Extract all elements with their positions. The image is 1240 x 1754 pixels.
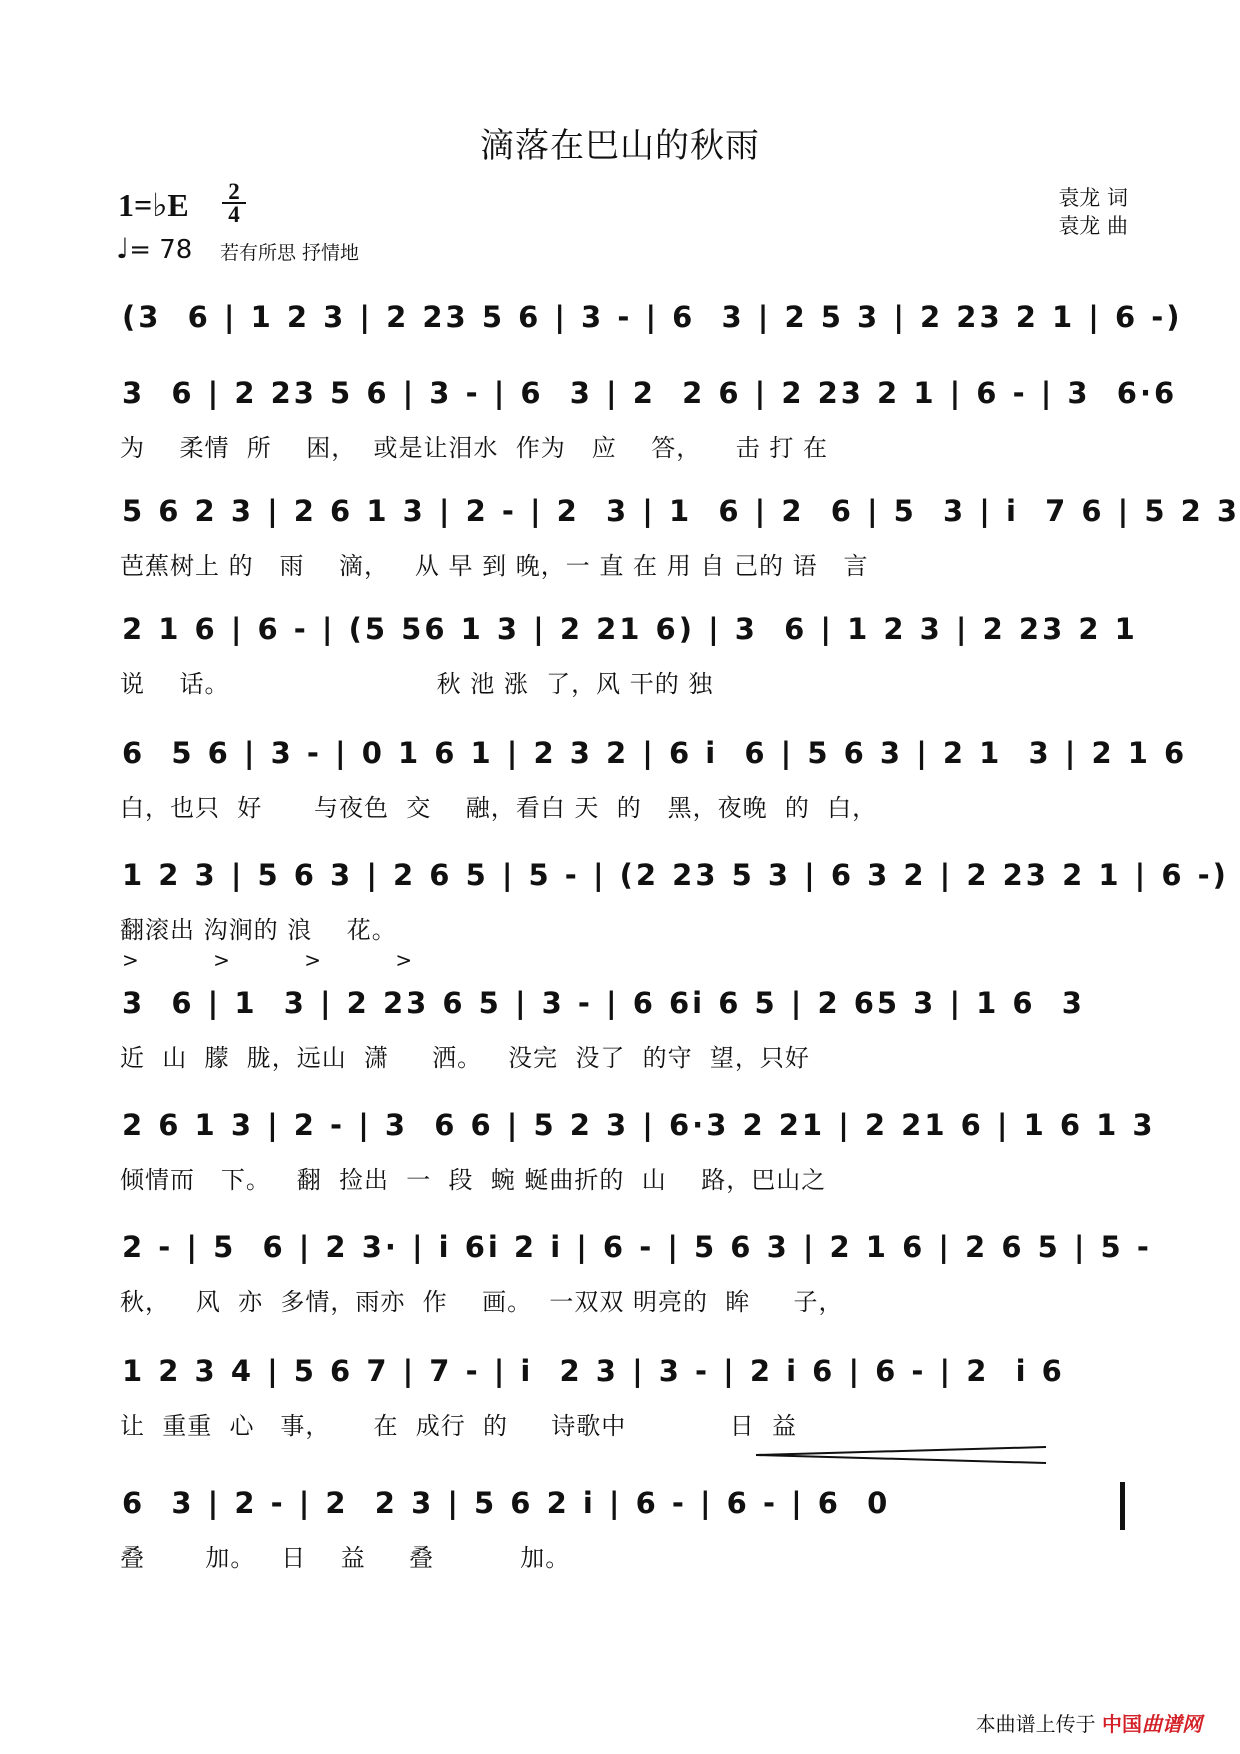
notation-line: 6 5 6 | 3 - | 0 1 6 1 | 2 3 2 | 6 i 6 | 5 6 3 | 2 1 3 | 2 1 6 [122, 736, 1188, 770]
footer-text: 本曲谱上传于 [975, 1712, 1096, 1736]
lyric-line: 近 山 朦 胧，远山 潇 洒。 没完 没了 的守 望，只好 [120, 1044, 810, 1072]
footer-logo-a: 中国 [1102, 1712, 1142, 1736]
score-row-7 [0, 976, 1240, 1116]
score-row-4 [0, 602, 1240, 742]
lyric-line: 翻滚出 沟涧的 浪 花。 [120, 916, 397, 944]
note-staff [122, 484, 1240, 554]
composer-credit: 袁龙 曲 [1058, 214, 1128, 238]
notation-line: 2 6 1 3 | 2 - | 3 6 6 | 5 2 3 | 6·3 2 21 | 2 21 6 | 1 6 1 3 [122, 1108, 1156, 1142]
lyric-line: 芭蕉树上 的 雨 滴， 从 早 到 晚，一 直 在 用 自 己的 语 言 [120, 552, 869, 580]
lyric-line: 秋， 风 亦 多情，雨亦 作 画。 一双双 明亮的 眸 子， [120, 1288, 844, 1316]
notation-line: 3 6 | 2 23 5 6 | 3 - | 6 3 | 2 2 6 | 2 23 2 1 | 6 - | 3 6·6 [122, 376, 1178, 410]
score-row-8 [0, 1098, 1240, 1238]
notation-line: 2 1 6 | 6 - | (5 56 1 3 | 2 21 6) | 3 6 | 1 2 3 | 2 23 2 1 [122, 612, 1138, 646]
note-staff [122, 602, 1138, 672]
credits [1058, 184, 1128, 240]
score-row-11 [0, 1476, 1240, 1616]
notation-line: 3 6 | 1 3 | 2 23 6 5 | 3 - | 6 6i 6 5 | 2 65 3 | 1 6 3 [122, 986, 1085, 1020]
score-row-9 [0, 1220, 1240, 1360]
note-staff [122, 1220, 1152, 1290]
tempo-marking [116, 232, 192, 265]
final-barline [1120, 1482, 1125, 1530]
lyric-line: 为 柔情 所 困， 或是让泪水 作为 应 答， 击 打 在 [120, 434, 828, 462]
lyric-line: 叠 加。 日 益 叠 加。 [120, 1544, 571, 1572]
footer-watermark [976, 1708, 1202, 1737]
notation-line: 5 6 2 3 | 2 6 1 3 | 2 - | 2 3 | 1 6 | 2 6 | 5 3 | i 7 6 | 5 2 3 [122, 494, 1240, 528]
lyric-line: 让 重重 心 事， 在 成行 的 诗歌中 日 益 [120, 1412, 798, 1440]
notation-line: 2 - | 5 6 | 2 3· | i 6i 2 i | 6 - | 5 6 3 | 2 1 6 | 2 6 5 | 5 - [122, 1230, 1152, 1264]
score-row-5 [0, 726, 1240, 866]
song-title: 滴落在巴山的秋雨 [480, 126, 760, 166]
diminuendo-icon [756, 1444, 1046, 1466]
score-row-10 [0, 1344, 1240, 1484]
accent-marks: > > > > [122, 948, 447, 972]
time-signature-top: 2 [228, 179, 240, 204]
lyric-line: 倾情而 下。 翻 捡出 一 段 蜿 蜒曲折的 山 路，巴山之 [120, 1166, 827, 1194]
note-staff [122, 1476, 1124, 1546]
note-staff [122, 726, 1188, 796]
note-staff [122, 290, 1183, 360]
notation-line: 1 2 3 4 | 5 6 7 | 7 - | i 2 3 | 3 - | 2 i 6 | 6 - | 2 i 6 [122, 1354, 1065, 1388]
notation-line: 1 2 3 | 5 6 3 | 2 6 5 | 5 - | (2 23 5 3 | 6 3 2 | 2 23 2 1 | 6 -) [122, 858, 1229, 892]
note-staff [122, 366, 1178, 436]
footer-logo-b: 曲谱网 [1142, 1712, 1202, 1736]
key-signature: 1=♭E [118, 187, 189, 223]
notation-line: (3 6 | 1 2 3 | 2 23 5 6 | 3 - | 6 3 | 2 5 3 | 2 23 2 1 | 6 -) [122, 300, 1183, 334]
lyricist-credit: 袁龙 词 [1058, 186, 1128, 210]
time-signature-bottom: 4 [228, 202, 240, 227]
expression-marking: 若有所思 抒情地 [220, 242, 360, 264]
notation-line: 6 3 | 2 - | 2 2 3 | 5 6 2 i | 6 - | 6 - | 6 0 [122, 1486, 891, 1520]
note-staff [122, 976, 1124, 1046]
note-staff [122, 1098, 1156, 1168]
lyric-line: 白，也只 好 与夜色 交 融，看白 天 的 黑，夜晚 的 白， [120, 794, 878, 822]
tempo-value: = 78 [129, 235, 193, 265]
quarter-note-icon: ♩ [116, 232, 130, 265]
time-signature [222, 181, 246, 225]
lyric-line: 说 话。 秋 池 涨 了，风 干的 独 [120, 670, 714, 698]
note-staff [122, 1344, 1124, 1414]
note-staff [122, 848, 1229, 918]
